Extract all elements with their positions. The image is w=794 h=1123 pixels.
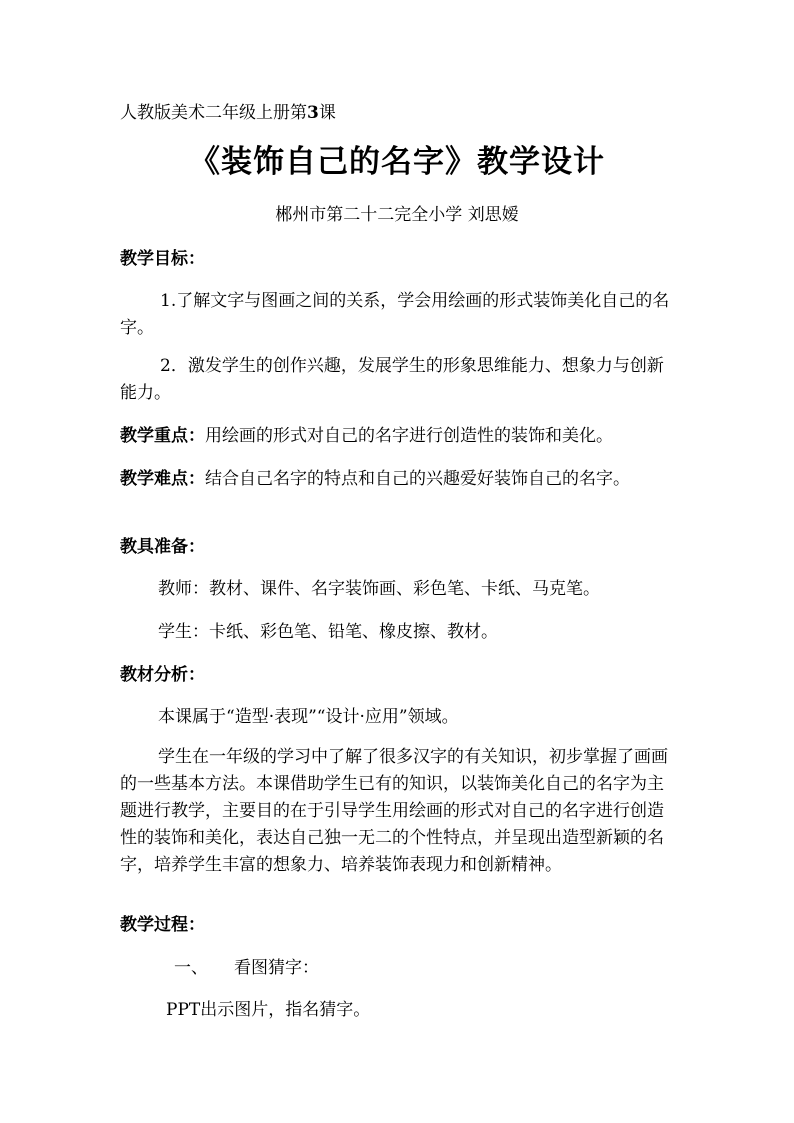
goal-1: 1.了解文字与图画之间的关系，学会用绘画的形式装饰美化自己的名字。 bbox=[120, 291, 670, 338]
document-title: 《装饰自己的名字》教学设计 bbox=[189, 144, 605, 180]
analysis-paragraph-2: 学生在一年级的学习中了解了很多汉字的有关知识，初步掌握了画画的一些基本方法。本课借助学生已有的知识，以装饰美化自己的名字为主题进行教学，主要目的在于引导学生用绘画的形式对自己的名字进行创造性的装饰和美化，表达自己独一无二的个性特点，并呈现出造型新颖的名字，培养学生丰富的想象力、培养装饰表现力和创新精神。 bbox=[120, 747, 668, 875]
lesson-unit: 课 bbox=[318, 103, 336, 123]
step-1-number: 一、 bbox=[174, 958, 208, 978]
difficulty-line bbox=[120, 466, 656, 493]
process-heading: 教学过程： bbox=[120, 915, 205, 935]
step-1-text: 看图猜字： bbox=[234, 958, 319, 978]
focus-line bbox=[120, 423, 676, 450]
tools-heading: 教具准备： bbox=[120, 537, 205, 557]
difficulty-text: 结合自己名字的特点和自己的兴趣爱好装饰自己的名字。 bbox=[205, 469, 630, 489]
series-text: 人教版美术二年级上册第 bbox=[120, 103, 307, 123]
goal-2: 2．激发学生的创作兴趣，发展学生的形象思维能力、想象力与创新能力。 bbox=[120, 356, 664, 403]
analysis-heading: 教材分析： bbox=[120, 665, 205, 685]
goals-heading: 教学目标： bbox=[120, 249, 205, 269]
tools-teacher: 教师：教材、课件、名字装饰画、彩色笔、卡纸、马克笔。 bbox=[158, 579, 600, 599]
author-line: 郴州市第二十二完全小学 刘思嫒 bbox=[275, 205, 519, 225]
difficulty-label: 教学难点： bbox=[120, 469, 205, 489]
step-1-detail: PPT出示图片，指名猜字。 bbox=[166, 1000, 371, 1020]
focus-label: 教学重点： bbox=[120, 426, 205, 446]
focus-text: 用绘画的形式对自己的名字进行创造性的装饰和美化。 bbox=[205, 426, 613, 446]
series-line bbox=[120, 101, 336, 125]
analysis-paragraph-1: 本课属于“造型·表现”“设计·应用”领域。 bbox=[158, 707, 459, 727]
step-1 bbox=[174, 956, 319, 980]
lesson-number: 3 bbox=[307, 103, 319, 123]
tools-student: 学生：卡纸、彩色笔、铅笔、橡皮擦、教材。 bbox=[158, 622, 498, 642]
